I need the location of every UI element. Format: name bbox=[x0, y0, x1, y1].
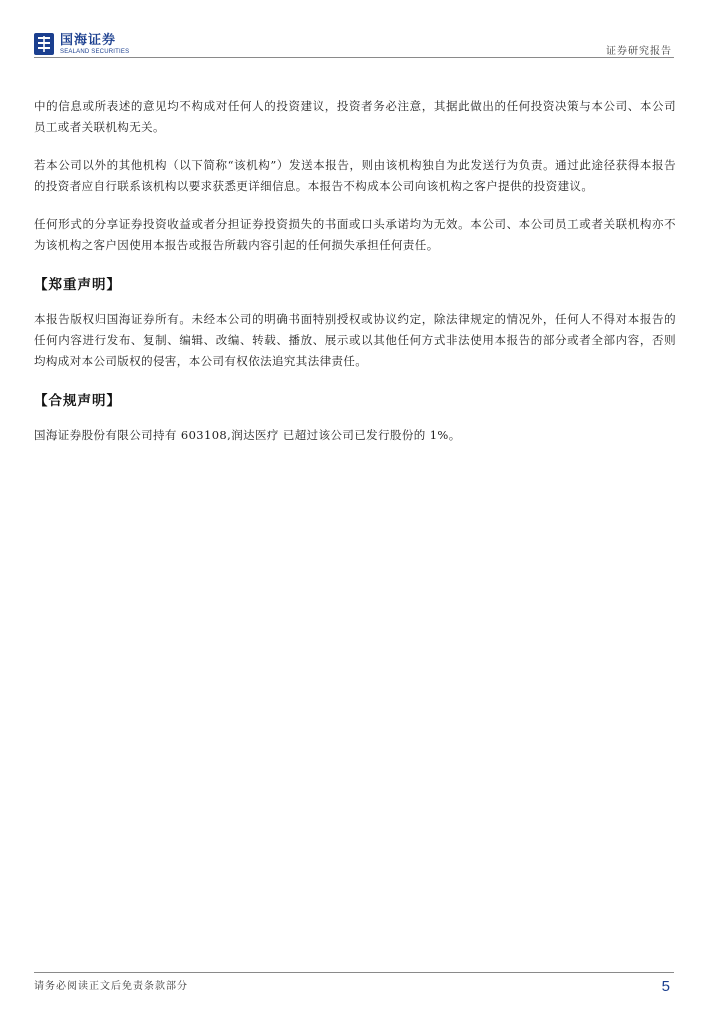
footer-divider bbox=[34, 972, 674, 973]
compliance-statement-heading: 【合规声明】 bbox=[34, 393, 121, 409]
disclaimer-paragraph-3: 任何形式的分享证券投资收益或者分担证券投资损失的书面或口头承诺均为无效。本公司、本公司员工或者关联机构亦不为该机构之客户因使用本报告或报告所载内容引起的任何损失承担任何责任。 bbox=[34, 217, 676, 252]
footer-notice: 请务必阅读正文后免责条款部分 bbox=[34, 981, 188, 992]
disclaimer-paragraph-1: 中的信息或所表述的意见均不构成对任何人的投资建议，投资者务必注意，其据此做出的任何投资决策与本公司、本公司员工或者关联机构无关。 bbox=[34, 99, 676, 134]
page-number: 5 bbox=[661, 978, 670, 995]
report-type-label: 证券研究报告 bbox=[606, 46, 672, 57]
solemn-statement-heading: 【郑重声明】 bbox=[34, 277, 121, 293]
compliance-statement-text: 国海证券股份有限公司持有 603108,润达医疗 已超过该公司已发行股份的 1%。 bbox=[34, 428, 461, 442]
sealand-logo-icon bbox=[34, 33, 54, 55]
logo-chinese-name: 国海证券 bbox=[60, 32, 117, 48]
logo-english-name: SEALAND SECURITIES bbox=[60, 48, 130, 55]
page-header bbox=[34, 32, 674, 58]
disclaimer-body bbox=[34, 96, 676, 463]
disclaimer-paragraph-2: 若本公司以外的其他机构（以下简称“该机构”）发送本报告，则由该机构独自为此发送行为负责。通过此途径获得本报告的投资者应自行联系该机构以要求获悉更详细信息。本报告不构成本公司向该机构之客户提供的投资建议。 bbox=[34, 158, 676, 193]
company-logo bbox=[34, 32, 129, 56]
solemn-statement-text: 本报告版权归国海证券所有。未经本公司的明确书面特别授权或协议约定，除法律规定的情况外，任何人不得对本报告的任何内容进行发布、复制、编辑、改编、转载、播放、展示或以其他任何方式非法使用本报告的部分或者全部内容，否则均构成对本公司版权的侵害，本公司有权依法追究其法律责任。 bbox=[34, 312, 676, 368]
header-divider bbox=[34, 57, 674, 58]
